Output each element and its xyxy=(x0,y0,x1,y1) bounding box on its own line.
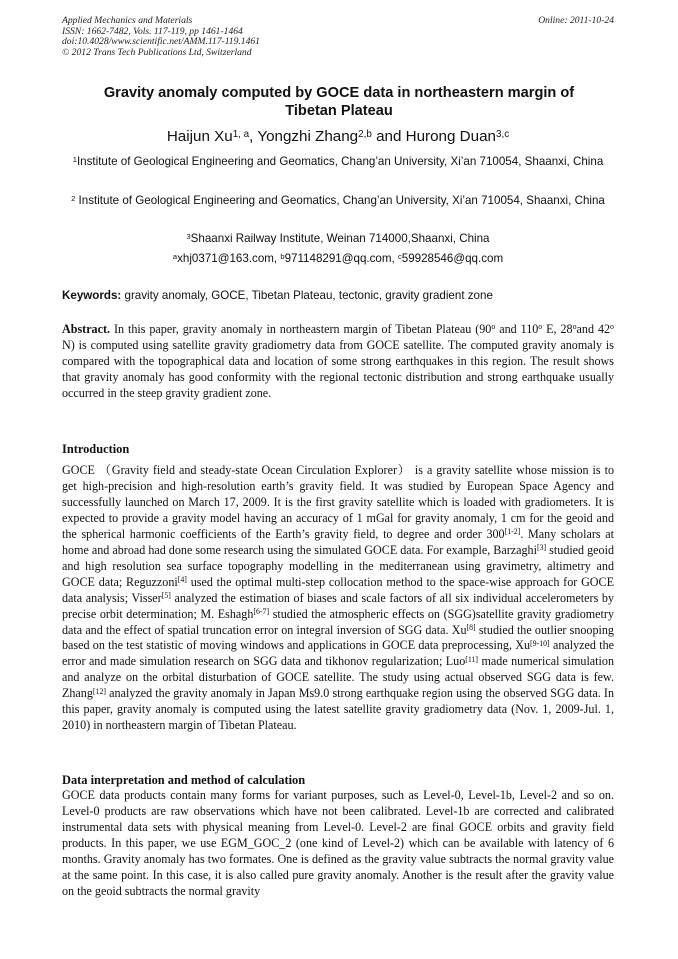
author-1-affiliation: 1, a xyxy=(232,128,250,140)
keywords-label: Keywords: xyxy=(62,289,122,302)
running-header xyxy=(62,16,260,58)
affiliation-3-number: 3 xyxy=(186,231,191,241)
data-paragraph: GOCE data products contain many forms for variant purposes, such as Level-0, Level-1b, Level-2 and so on. Level-0 products are raw observations which have not been calibrated. Level-1b are corrected and calibrated instrumental data sets with physical meaning from Level-0. Level-2 are final GOCE orbits and gravity field products. In this paper, we use EGM_GOC_2 (one kind of Level-2) which can be available with latency of 6 months. Gravity anomaly has two formates. One is defined as the gravity value subtracts the normal gravity value at the same point. In this case, it is also called pure gravity anomaly. Another is the result after the gravity value on the geoid subtracts the normal gravity xyxy=(62,788,614,898)
abstract xyxy=(62,322,614,402)
affiliation-2-number: 2 xyxy=(71,193,76,203)
author-3-affiliation: 3,c xyxy=(495,128,510,140)
section-heading-data: Data interpretation and method of calculation xyxy=(62,773,306,787)
paper-title xyxy=(70,84,608,120)
intro-text: used the optimal multi-step collocation method to the space-wise approach for GOCE data analysis; Visser xyxy=(62,574,614,605)
intro-text: . Many scholars at home and abroad had done some research using the simulated GOCE data. For example, Barzaghi xyxy=(62,526,614,557)
affiliation-3 xyxy=(62,231,614,246)
citation[interactable]: [1-2] xyxy=(504,527,521,537)
email-a[interactable]: xhj0371@163.com, xyxy=(177,252,281,265)
affiliation-1 xyxy=(62,154,614,169)
abstract-text-3: E, 28 xyxy=(542,322,573,336)
keywords xyxy=(62,288,622,303)
citation[interactable]: [9-10] xyxy=(530,638,550,648)
author-2: , Yongzhi Zhang xyxy=(249,128,359,145)
affiliation-1-number: 1 xyxy=(72,154,77,164)
citation[interactable]: [5] xyxy=(161,591,171,601)
author-1: Haijun Xu xyxy=(166,128,233,145)
citation[interactable]: [12] xyxy=(92,686,107,696)
abstract-text-2: and 110 xyxy=(495,322,539,336)
degree-mark: o xyxy=(538,322,543,332)
email-b[interactable]: 971148291@qq.com, xyxy=(284,252,398,265)
intro-text: GOCE （Gravity field and steady-state Ocean Circulation Explorer） is a gravity satellite whose mission is to get high-precision and high-resolution earth’s gravity field. It was studied by European Space Agency and successfully launched on March 17, 2009. It is the first gravity satellite which is loaded with gradiometers. It is expected to provide a gravity model having an accuracy of 1 mGal for gravity anomaly, 1 cm for the geoid and the spherical harmonic coefficients of the Earth’s gravity field, to degree and order 300 xyxy=(62,463,614,541)
introduction-paragraph xyxy=(62,463,614,734)
citation[interactable]: [11] xyxy=(465,654,479,664)
degree-mark: o xyxy=(610,322,614,332)
email-c-marker: c xyxy=(397,251,402,261)
email-b-marker: b xyxy=(280,251,285,261)
intro-text: analyzed the error and made simulation research on SGG data and tikhonov regularization; Luo xyxy=(62,638,614,669)
intro-text: studied the atmospheric effects on (SGG)satellite gravity gradiometry data and the effect of spatial truncation error on integral inversion of SGG data. Xu xyxy=(62,606,614,637)
abstract-label: Abstract. xyxy=(62,322,111,336)
email-list xyxy=(62,251,614,266)
intro-text: analyzed the estimation of biases and scale factors of all six individual accelerometers by precise orbit determination; M. Eshagh xyxy=(62,590,615,621)
author-list xyxy=(62,128,614,146)
affiliation-1-text: Institute of Geological Engineering and Geomatics, Chang’an University, Xi’an 710054, Shaanxi, China xyxy=(76,155,604,168)
abstract-text-5: N) is computed using satellite gravity gradiometry data from GOCE satellite. The computed gravity anomaly is compared with the topographical data and location of some strong earthquakes in this region. The result shows that gravity anomaly has good conformity with the regional tectonic distribution and strong earthquake usually occurred in the steep gravity gradient zone. xyxy=(62,337,614,400)
abstract-text-4: and 42 xyxy=(576,322,611,336)
title-line-1: Gravity anomaly computed by GOCE data in northeastern margin of xyxy=(103,85,575,101)
journal-name: Applied Mechanics and Materials xyxy=(62,15,193,26)
affiliation-2-text: Institute of Geological Engineering and Geomatics, Chang’an University, Xi’an 710054, Shaanxi, China xyxy=(75,194,605,207)
email-a-marker: a xyxy=(172,251,178,261)
intro-text: made numerical simulation and analyze on the orbital disturbation of GOCE satellite. The study using actual observed SGG data is few. Zhang xyxy=(62,654,614,701)
intro-text: studied geoid and high resolution sea surface topography modelling in the mediterranean using gravimetry, altimetry and GOCE data; Reguzzoni xyxy=(62,542,614,589)
intro-text: studied the outlier snooping based on the test statistic of moving windows and applications in GOCE data preprocessing, Xu xyxy=(62,622,614,653)
affiliation-3-text: Shaanxi Railway Institute, Weinan 714000,Shaanxi, China xyxy=(190,232,490,245)
author-3: and Hurong Duan xyxy=(371,128,496,145)
online-date: Online: 2011-10-24 xyxy=(538,15,614,26)
citation[interactable]: [3] xyxy=(536,543,547,553)
citation[interactable]: [8] xyxy=(466,623,476,632)
citation[interactable]: [6-7] xyxy=(253,607,270,617)
intro-text: analyzed the gravity anomaly in Japan Ms9.0 strong earthquake region using the observed SGG data. In this paper, gravity anomaly is computed using the latest satellite gravity gradiometry data (Nov. 1, 2009-Jul. 1, 2010) in northeastern margin of Tibetan Plateau. xyxy=(62,686,614,733)
abstract-text-1: In this paper, gravity anomaly in northeastern margin of Tibetan Plateau (90 xyxy=(110,322,492,336)
copyright-line: © 2012 Trans Tech Publications Ltd, Switzerland xyxy=(62,46,252,58)
section-heading-introduction: Introduction xyxy=(62,442,130,456)
keywords-text: gravity anomaly, GOCE, Tibetan Plateau, tectonic, gravity gradient zone xyxy=(121,289,493,302)
issn-line: ISSN: 1662-7482, Vols. 117-119, pp 1461-1464 xyxy=(62,25,243,37)
email-c[interactable]: 59928546@qq.com xyxy=(401,252,504,265)
degree-mark: o xyxy=(572,322,577,332)
author-2-affiliation: 2,b xyxy=(358,128,372,140)
citation[interactable]: [4] xyxy=(177,575,187,585)
doi-line: doi:10.4028/www.scientific.net/AMM.117-119.1461 xyxy=(62,36,260,48)
affiliation-2 xyxy=(62,193,614,208)
degree-mark: o xyxy=(491,322,496,332)
title-line-2: Tibetan Plateau xyxy=(285,103,393,119)
